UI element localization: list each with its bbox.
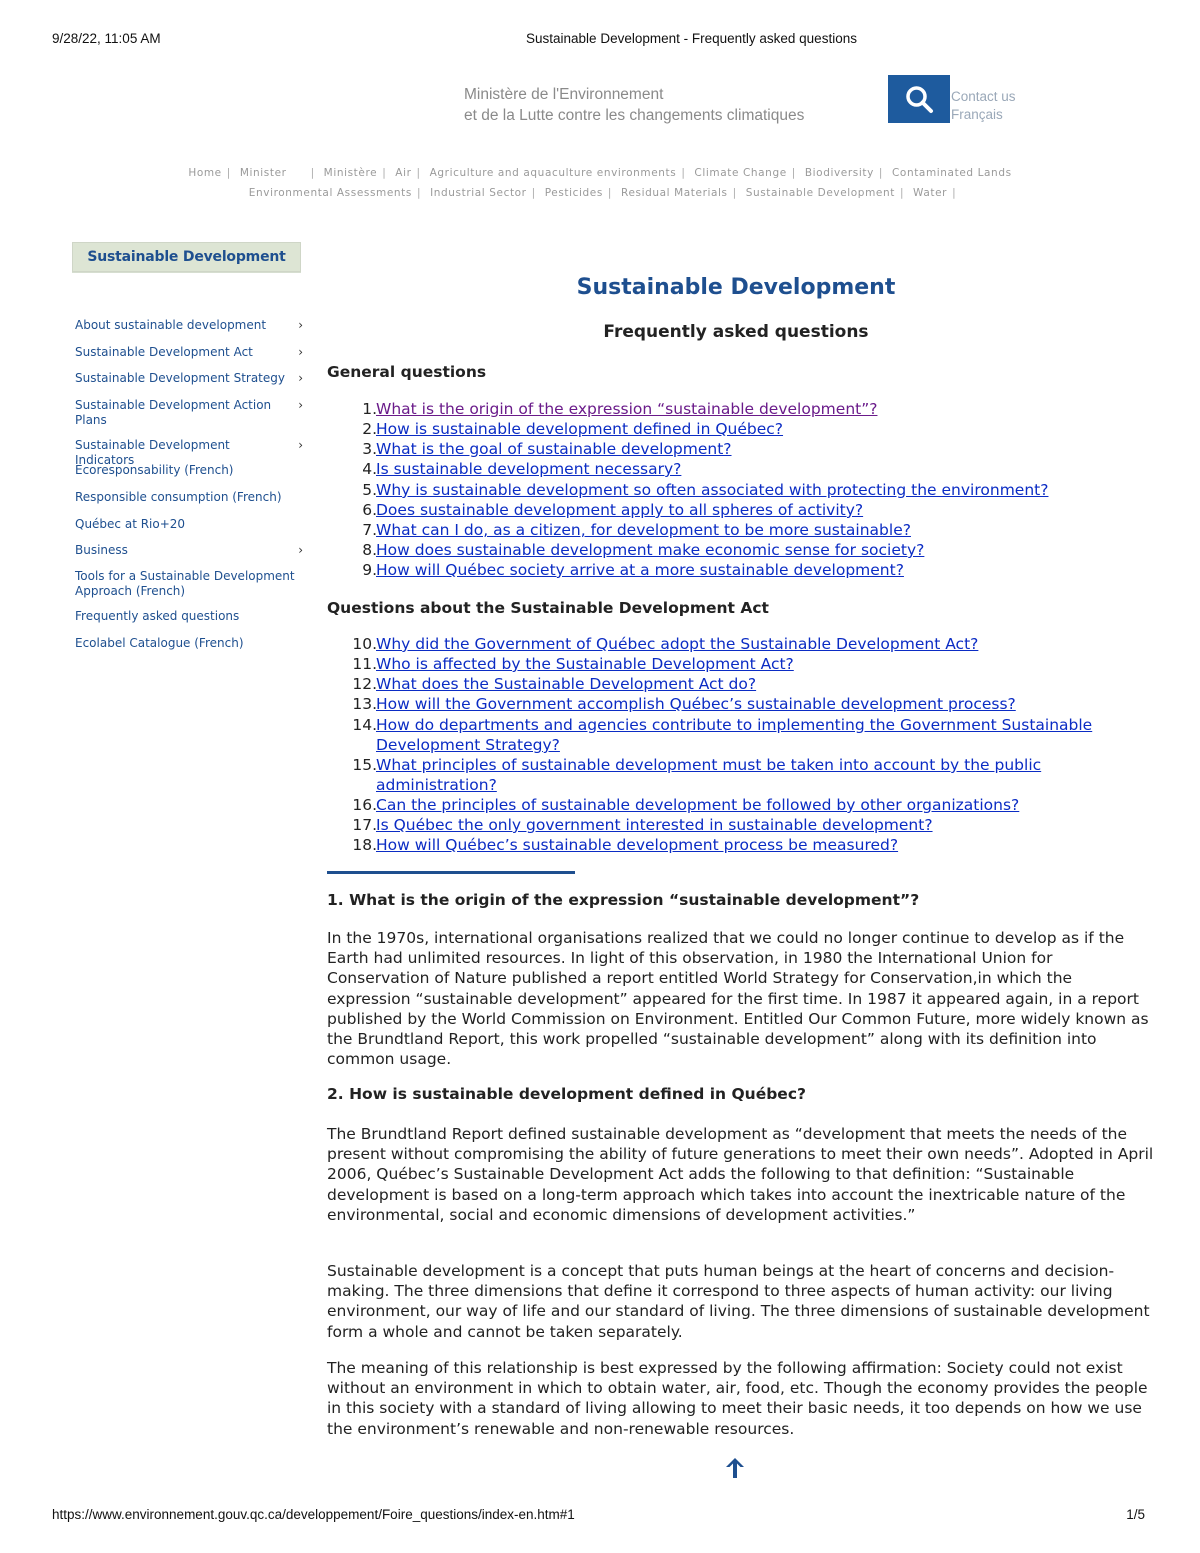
sidebar-title[interactable]: Sustainable Development: [72, 242, 301, 272]
section-divider: [327, 871, 575, 874]
answer-2-paragraph-1: The Brundtland Report defined sustainable development as “development that meets the needs of the present without compromising the ability of future generations to meet their own needs”. Adopted in April 2006, Québec’s Sustainable Development Act adds the following to that definition: “Sustainable development is based on a long-term approach which takes into account the inextricable nature of the environmental, social and economic dimensions of development activities.”: [327, 1125, 1154, 1224]
chevron-right-icon: ›: [298, 438, 303, 452]
question-number: 14.: [352, 716, 377, 734]
question-number: 8.: [362, 541, 377, 559]
topnav-pesticides[interactable]: Pesticides: [544, 187, 603, 199]
list-item: [327, 674, 1157, 694]
list-item: [327, 480, 1157, 500]
sidebar-item-label: Business: [75, 543, 128, 557]
question-number: 15.: [352, 756, 377, 774]
ministry-line-1: Ministère de l'Environnement: [464, 86, 664, 103]
contact-us-link[interactable]: Contact us: [951, 89, 1016, 104]
question-link[interactable]: What does the Sustainable Development Act do?: [376, 675, 757, 693]
sidebar-item-label: Ecolabel Catalogue (French): [75, 636, 244, 650]
list-item: [327, 755, 1157, 795]
question-number: 3.: [362, 440, 377, 458]
topnav-ministere[interactable]: Ministère: [323, 167, 378, 179]
chevron-right-icon: ›: [298, 318, 303, 332]
sidebar-item-responsible-consumption[interactable]: [75, 490, 303, 505]
topnav-water[interactable]: Water: [913, 187, 948, 199]
sidebar-item-rio20[interactable]: [75, 517, 303, 532]
question-number: 13.: [352, 695, 377, 713]
sidebar-item-action-plans[interactable]: [75, 398, 303, 428]
print-footer: [0, 1507, 1200, 1525]
list-item: [327, 815, 1157, 835]
list-item: [327, 419, 1157, 439]
list-item: [327, 654, 1157, 674]
chevron-right-icon: ›: [298, 543, 303, 557]
print-datetime: 9/28/22, 11:05 AM: [52, 31, 161, 46]
chevron-right-icon: ›: [298, 398, 303, 412]
topnav-climate-change[interactable]: Climate Change: [694, 167, 787, 179]
sidebar-item-label: Ecoresponsability (French): [75, 463, 234, 477]
list-item: [327, 500, 1157, 520]
sidebar-item-label: Sustainable Development Action Plans: [75, 398, 272, 427]
question-number: 18.: [352, 836, 377, 854]
answer-1-heading: 1. What is the origin of the expression “sustainable development”?: [327, 891, 920, 909]
list-item: [327, 634, 1157, 654]
topnav-row-2: Environmental Assessments | Industrial Sector | Pesticides | Residual Materials | Sustainable Development | Water |: [0, 187, 1200, 199]
topnav-agriculture[interactable]: Agriculture and aquaculture environments: [429, 167, 677, 179]
print-page-number: 1/5: [1126, 1507, 1145, 1522]
question-number: 2.: [362, 420, 377, 438]
question-number: 12.: [352, 675, 377, 693]
question-link[interactable]: How will Québec society arrive at a more sustainable development?: [376, 561, 904, 579]
question-number: 9.: [362, 561, 377, 579]
question-link[interactable]: Who is affected by the Sustainable Development Act?: [376, 655, 794, 673]
question-link[interactable]: What is the origin of the expression “sustainable development”?: [376, 400, 878, 418]
list-item: [327, 540, 1157, 560]
question-link[interactable]: What is the goal of sustainable development?: [376, 440, 732, 458]
question-link[interactable]: How is sustainable development defined in Québec?: [376, 420, 784, 438]
sidebar-item-tools[interactable]: [75, 569, 303, 599]
question-number: 4.: [362, 460, 377, 478]
question-link[interactable]: Is sustainable development necessary?: [376, 460, 682, 478]
question-link[interactable]: What principles of sustainable development must be taken into account by the public administration?: [376, 756, 1042, 794]
sidebar-item-strategy[interactable]: [75, 371, 303, 386]
answer-2-paragraph-3: The meaning of this relationship is best expressed by the following affirmation: Society could not exist without an environment in which to obtain water, air, food, etc. Though the economy provides the people in this society with a standard of living allowing to meet their basic needs, it too depends on how we use the environment’s renewable and non-renewable resources.: [327, 1359, 1148, 1438]
question-number: 16.: [352, 796, 377, 814]
sidebar-item-about[interactable]: [75, 318, 303, 333]
sidebar-item-label: Frequently asked questions: [75, 609, 240, 623]
sidebar-item-label: Responsible consumption (French): [75, 490, 282, 504]
list-item: [327, 459, 1157, 479]
question-number: 7.: [362, 521, 377, 539]
search-button[interactable]: [888, 75, 950, 123]
sidebar-item-label: Sustainable Development Act: [75, 345, 253, 359]
topnav-sustainable-development[interactable]: Sustainable Development: [745, 187, 895, 199]
topnav-contaminated-lands[interactable]: Contaminated Lands: [892, 167, 1012, 179]
topnav-minister[interactable]: Minister: [239, 167, 287, 179]
chevron-right-icon: ›: [298, 371, 303, 385]
question-link[interactable]: How does sustainable development make economic sense for society?: [376, 541, 925, 559]
list-item: [327, 835, 1157, 855]
sidebar-item-ecoresponsability[interactable]: [75, 463, 303, 478]
question-number: 10.: [352, 635, 377, 653]
general-questions-heading: General questions: [327, 363, 487, 381]
chevron-right-icon: ›: [298, 345, 303, 359]
sidebar-item-faq[interactable]: [75, 609, 303, 624]
sidebar-item-label: Québec at Rio+20: [75, 517, 186, 531]
sidebar-item-label: Tools for a Sustainable Development Approach (French): [75, 569, 295, 598]
question-link[interactable]: How will Québec’s sustainable development process be measured?: [376, 836, 899, 854]
sidebar-item-business[interactable]: [75, 543, 303, 558]
arrow-up-icon[interactable]: [722, 1455, 748, 1481]
topnav-air[interactable]: Air: [395, 167, 412, 179]
page-title: Sustainable Development: [576, 275, 896, 300]
topnav-residual-materials[interactable]: Residual Materials: [621, 187, 728, 199]
language-link[interactable]: Français: [951, 107, 1003, 122]
list-item: [327, 795, 1157, 815]
question-link[interactable]: Is Québec the only government interested in sustainable development?: [376, 816, 933, 834]
topnav-home[interactable]: Home: [188, 167, 222, 179]
list-item: [327, 520, 1157, 540]
sidebar-item-label: Sustainable Development Indicators: [75, 438, 230, 467]
question-number: 5.: [362, 481, 377, 499]
list-item: [327, 694, 1157, 714]
list-item: [327, 715, 1157, 755]
question-link[interactable]: How do departments and agencies contribute to implementing the Government Sustainable Development Strategy?: [376, 716, 1093, 754]
topnav-industrial-sector[interactable]: Industrial Sector: [430, 187, 527, 199]
sidebar-item-ecolabel[interactable]: [75, 636, 303, 651]
print-url: https://www.environnement.gouv.qc.ca/developpement/Foire_questions/index-en.htm#1: [52, 1507, 575, 1522]
sidebar-item-act[interactable]: [75, 345, 303, 360]
topnav-biodiversity[interactable]: Biodiversity: [804, 167, 874, 179]
sidebar-item-label: About sustainable development: [75, 318, 267, 332]
topnav-environmental-assessments[interactable]: Environmental Assessments: [248, 187, 412, 199]
question-link[interactable]: What can I do, as a citizen, for development to be more sustainable?: [376, 521, 911, 539]
answer-2-heading: 2. How is sustainable development defined in Québec?: [327, 1085, 806, 1103]
sidebar-title-divider: [72, 272, 301, 273]
answer-2-paragraph-2: Sustainable development is a concept that puts human beings at the heart of concerns and decision-making. The three dimensions that define it correspond to three aspects of human activity: our living environment, our way of life and our standard of living. The three dimensions of sustainable development form a whole and cannot be taken separately.: [327, 1262, 1150, 1341]
question-link[interactable]: Does sustainable development apply to all spheres of activity?: [376, 501, 864, 519]
print-header: [0, 31, 1200, 49]
question-link[interactable]: Can the principles of sustainable development be followed by other organizations?: [376, 796, 1020, 814]
question-link[interactable]: How will the Government accomplish Québec’s sustainable development process?: [376, 695, 1016, 713]
list-item: [327, 399, 1157, 419]
question-link[interactable]: Why is sustainable development so often associated with protecting the environment?: [376, 481, 1049, 499]
page-subtitle: Frequently asked questions: [603, 322, 869, 342]
ministry-line-2: et de la Lutte contre les changements climatiques: [464, 107, 805, 124]
list-item: [327, 560, 1157, 580]
print-page-title: Sustainable Development - Frequently asked questions: [526, 31, 857, 46]
act-questions-heading: Questions about the Sustainable Development Act: [327, 599, 769, 617]
search-icon: [904, 84, 934, 114]
question-link[interactable]: Why did the Government of Québec adopt the Sustainable Development Act?: [376, 635, 979, 653]
question-number: 1.: [362, 400, 377, 418]
answer-1-paragraph: In the 1970s, international organisations realized that we could no longer continue to develop as if the Earth had unlimited resources. In light of this observation, in 1980 the International Union for Conservation of Nature published a report entitled World Strategy for Conservation,in which the expression “sustainable development” appeared for the first time. In 1987 it appeared again, in a report published by the World Commission on Environment. Entitled Our Common Future, more widely known as the Brundtland Report, this work propelled “sustainable development” along with its definition into common usage.: [327, 929, 1149, 1069]
topnav-row-1: Home | Minister | Ministère | Air | Agriculture and aquaculture environments | Climate Change | Biodiversity | Contaminated Lands: [0, 167, 1200, 179]
sidebar-item-label: Sustainable Development Strategy: [75, 371, 285, 385]
question-number: 6.: [362, 501, 377, 519]
question-number: 17.: [352, 816, 377, 834]
question-number: 11.: [352, 655, 377, 673]
header-links: [951, 88, 1016, 124]
list-item: [327, 439, 1157, 459]
ministry-name[interactable]: [464, 84, 804, 126]
